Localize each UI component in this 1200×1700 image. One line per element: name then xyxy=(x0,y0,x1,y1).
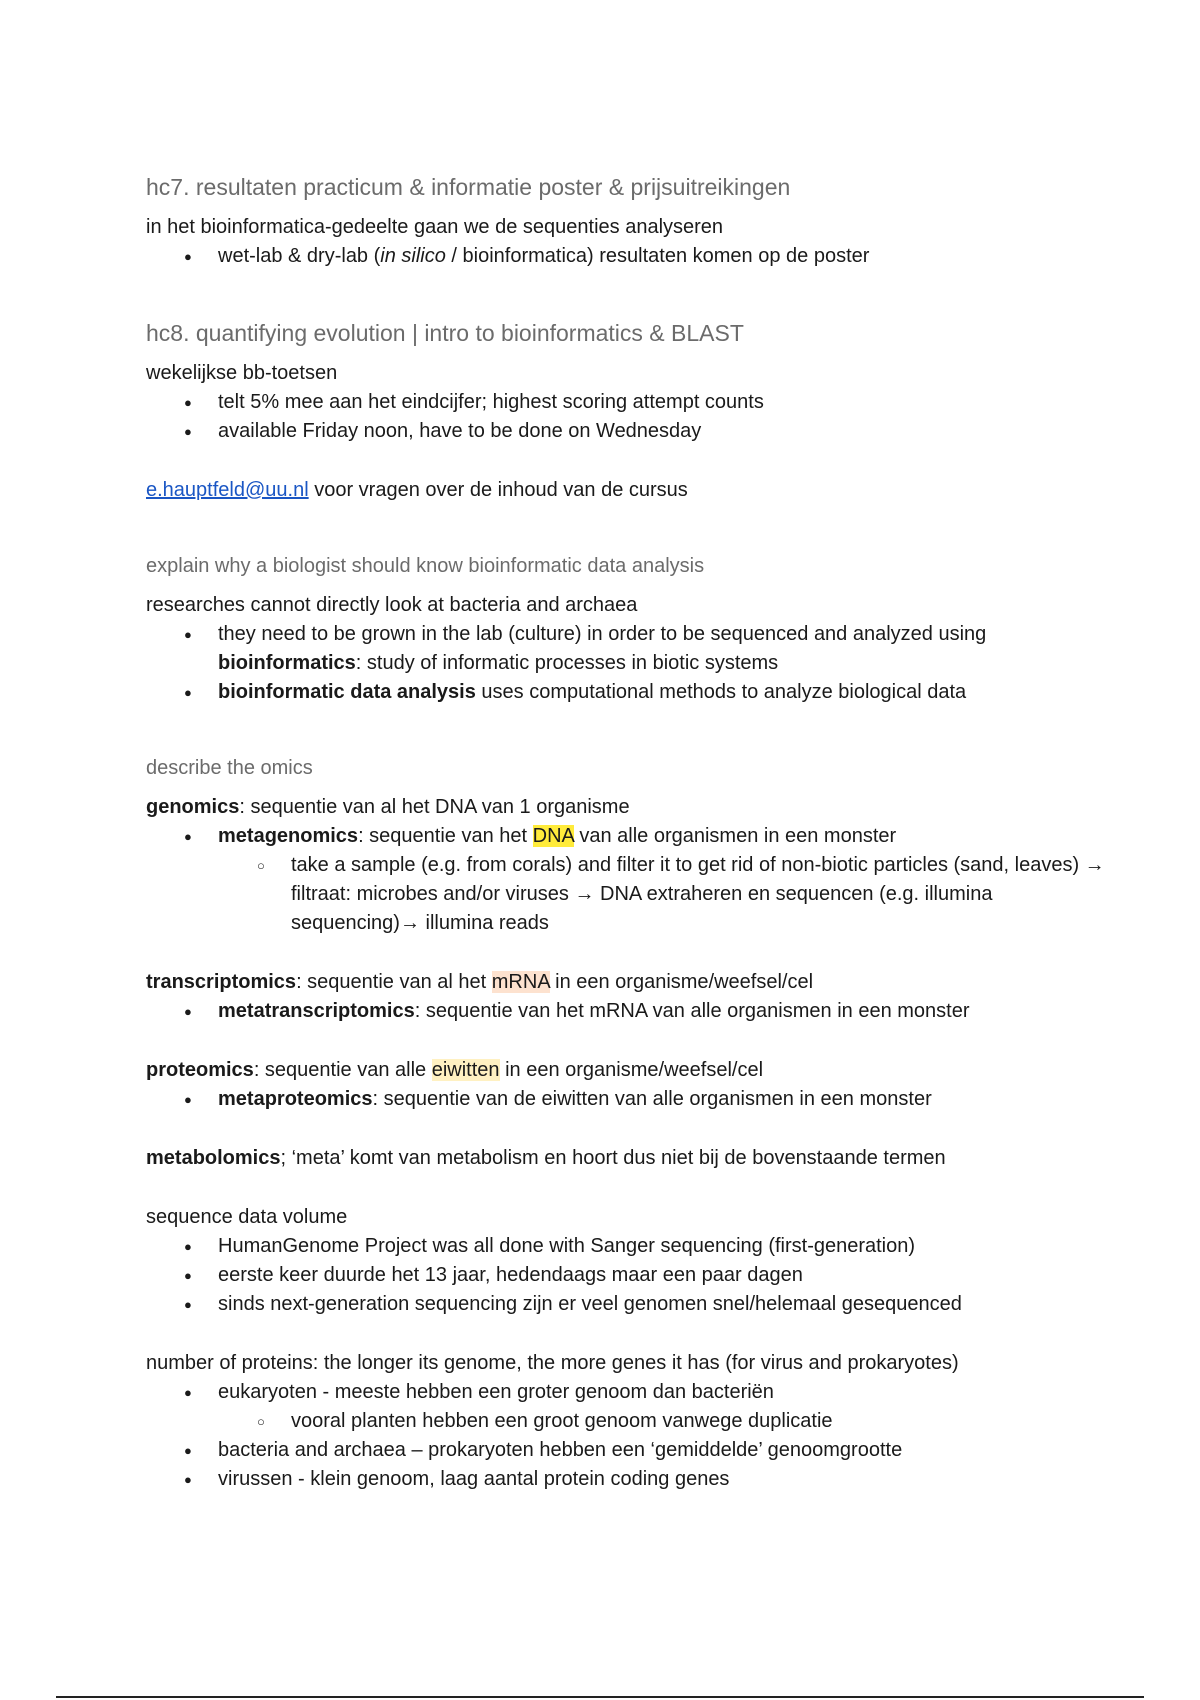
bold-term: metabolomics xyxy=(146,1147,281,1169)
text: : study of informatic processes in biotic systems xyxy=(355,652,779,674)
email-link[interactable]: e.hauptfeld@uu.nl xyxy=(146,479,309,501)
volume-intro: sequence data volume xyxy=(146,1206,348,1228)
text: uses computational methods to analyze biological data xyxy=(475,681,967,703)
hc7-heading: hc7. resultaten practicum & informatie poster & prijsuitreikingen xyxy=(146,174,791,200)
bold-term: metagenomics xyxy=(218,825,359,847)
text: : sequentie van al het DNA van 1 organisme xyxy=(239,796,630,818)
text: van alle organismen in een monster xyxy=(573,825,897,847)
highlight: mRNA xyxy=(491,971,550,993)
genomics-line xyxy=(146,793,1106,822)
explain-heading: explain why a biologist should know bioinformatic data analysis xyxy=(146,555,705,577)
proteins-list xyxy=(146,1378,1106,1494)
bold-term: transcriptomics xyxy=(146,971,297,993)
explain-intro: researches cannot directly look at bacteria and archaea xyxy=(146,594,638,616)
list-item xyxy=(146,822,1106,851)
hc8-heading: hc8. quantifying evolution | intro to bioinformatics & BLAST xyxy=(146,320,744,346)
hc8-list xyxy=(146,388,1106,446)
text: ; ‘meta’ komt van metabolism en hoort dus niet bij de bovenstaande termen xyxy=(280,1147,946,1169)
list-item: ● virussen - klein genoom, laag aantal protein coding genes xyxy=(146,1465,1106,1494)
text: : sequentie van alle xyxy=(253,1059,432,1081)
contact-line xyxy=(146,476,1106,505)
highlight: DNA xyxy=(532,825,574,847)
list-item: ● bacteria and archaea – prokaryoten hebben een ‘gemiddelde’ genoomgrootte xyxy=(146,1436,1106,1465)
sub-list-item: ○ take a sample (e.g. from corals) and filter it to get rid of non-biotic particles (sand, leaves) → filtraat: microbes and/or viruses → DNA extraheren en sequencen (e.g. illumina sequencing)→ illumina reads xyxy=(146,851,1106,938)
list-item: ● eerste keer duurde het 13 jaar, hedendaags maar een paar dagen xyxy=(146,1261,1106,1290)
text: wet-lab & dry-lab ( xyxy=(218,245,381,267)
bold-term: metaproteomics xyxy=(218,1088,373,1110)
text: in een organisme/weefsel/cel xyxy=(549,971,814,993)
hc8-intro: wekelijkse bb-toetsen xyxy=(146,362,338,384)
proteins-intro: number of proteins: the longer its genome, the more genes it has (for virus and prokaryotes) xyxy=(146,1352,959,1374)
sub-list-item: ○ vooral planten hebben een groot genoom vanwege duplicatie xyxy=(146,1407,1106,1436)
list-item: ● HumanGenome Project was all done with Sanger sequencing (first-generation) xyxy=(146,1232,1106,1261)
list-item: ● sinds next-generation sequencing zijn er veel genomen snel/helemaal gesequenced xyxy=(146,1290,1106,1319)
list-item: ● telt 5% mee aan het eindcijfer; highest scoring attempt counts xyxy=(146,388,1106,417)
text: voor vragen over de inhoud van de cursus xyxy=(308,479,688,501)
list-item xyxy=(146,997,1106,1026)
text: : sequentie van het xyxy=(358,825,533,847)
bold-term: genomics xyxy=(146,796,240,818)
list-item xyxy=(146,1085,1106,1114)
footer-divider xyxy=(56,1696,1144,1698)
volume-list xyxy=(146,1232,1106,1319)
transcriptomics-list xyxy=(146,997,1106,1026)
explain-list xyxy=(146,620,1106,707)
bold-term: bioinformatic data analysis xyxy=(218,681,476,703)
list-item: ● eukaryoten - meeste hebben een groter genoom dan bacteriën xyxy=(146,1378,1106,1407)
hc7-list xyxy=(146,242,1106,271)
transcriptomics-line xyxy=(146,968,1106,997)
list-item xyxy=(146,620,1106,678)
bold-term: metatranscriptomics xyxy=(218,1000,415,1022)
bold-term: bioinformatics xyxy=(218,652,356,674)
proteomics-list xyxy=(146,1085,1106,1114)
hc7-intro: in het bioinformatica-gedeelte gaan we de sequenties analyseren xyxy=(146,216,724,238)
text: they need to be grown in the lab (culture) in order to be sequenced and analyzed using xyxy=(218,623,987,645)
list-item xyxy=(146,242,1106,271)
bold-term: proteomics xyxy=(146,1059,254,1081)
list-item xyxy=(146,678,1106,707)
text: : sequentie van de eiwitten van alle organismen in een monster xyxy=(372,1088,932,1110)
text: : sequentie van het mRNA van alle organismen in een monster xyxy=(414,1000,970,1022)
proteomics-line xyxy=(146,1056,1106,1085)
italic-text: in silico xyxy=(380,245,446,267)
metabolomics-line xyxy=(146,1144,1106,1173)
list-item: ● available Friday noon, have to be done on Wednesday xyxy=(146,417,1106,446)
text: : sequentie van al het xyxy=(296,971,492,993)
text: / bioinformatica) resultaten komen op de poster xyxy=(445,245,870,267)
omics-heading: describe the omics xyxy=(146,757,313,779)
text: in een organisme/weefsel/cel xyxy=(499,1059,764,1081)
genomics-list xyxy=(146,822,1106,938)
document-content xyxy=(146,173,1106,1494)
highlight: eiwitten xyxy=(431,1059,500,1081)
